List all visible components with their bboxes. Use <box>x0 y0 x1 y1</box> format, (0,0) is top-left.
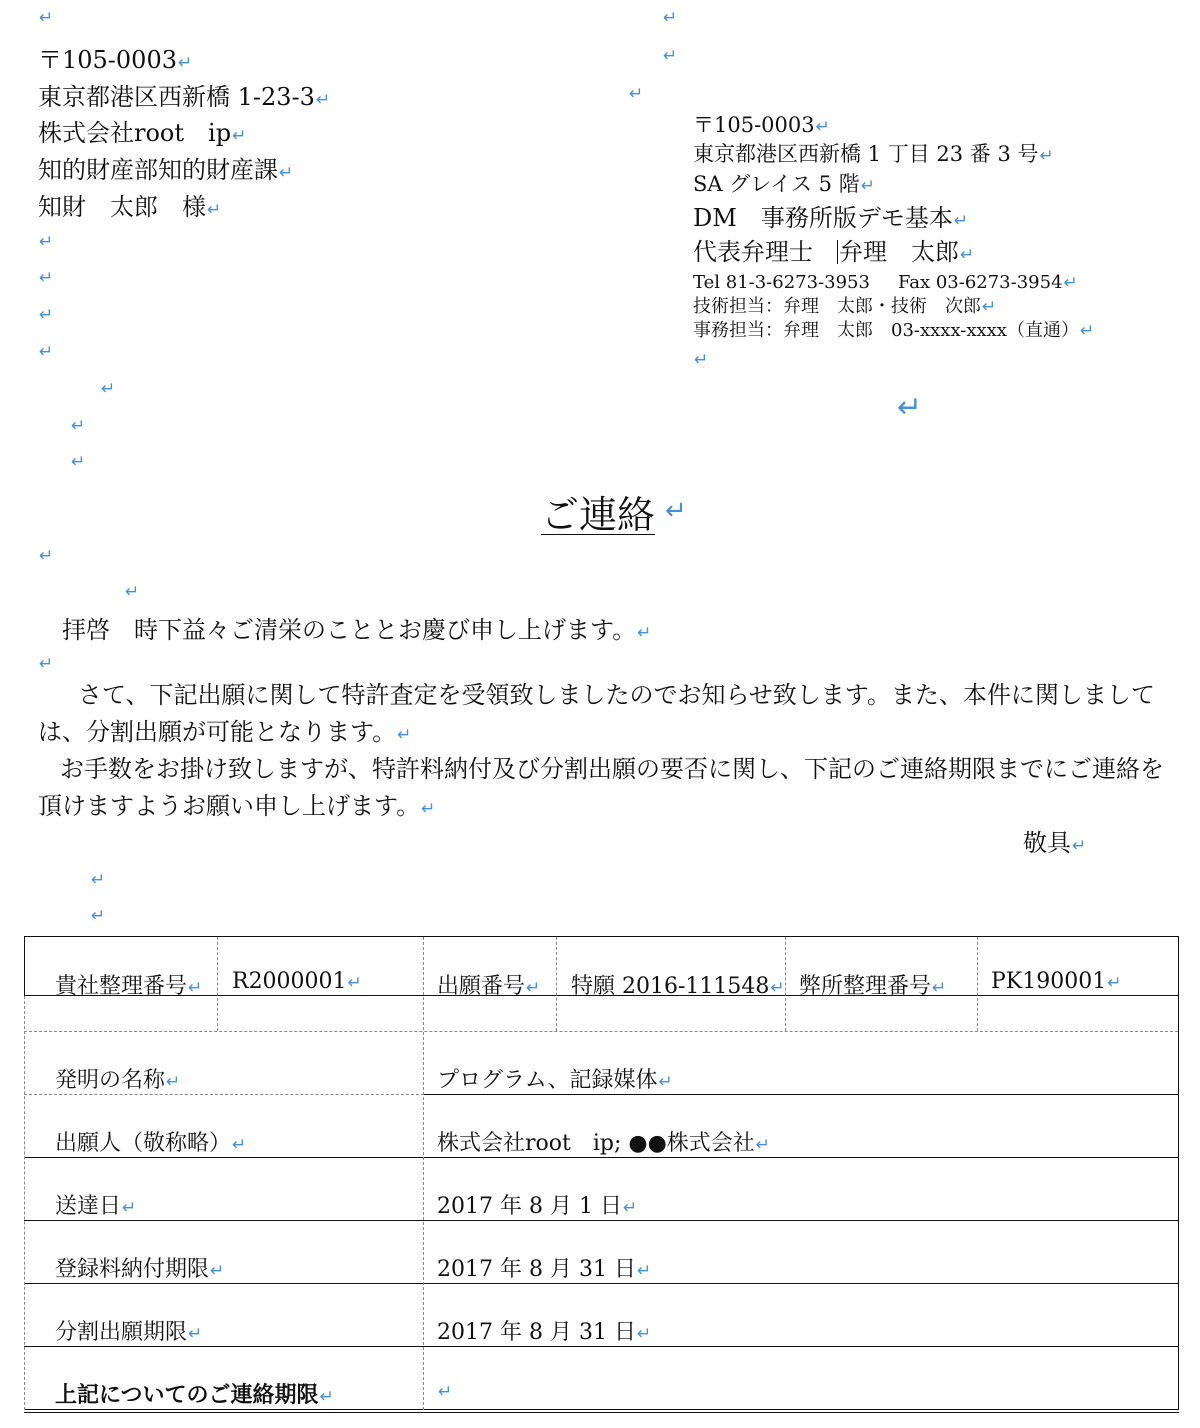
paragraph-return-icon: ↵ <box>1039 146 1054 166</box>
paragraph-return-icon: ↵ <box>315 90 331 110</box>
our-ref-label: 弊所整理番号↵ <box>799 974 947 999</box>
paragraph-2: お手数をお掛け致しますが、特許料納付及び分割出願の要否に関し、下記のご連絡期限までにご連絡を頂けますようお願い申し上げます。↵ <box>38 755 1164 820</box>
closing-word: 敬具↵ <box>1023 829 1087 857</box>
greeting-line: 拝啓 時下益々ご清栄のこととお慶び申し上げます。↵ <box>62 616 652 644</box>
paragraph-return-icon: ↵ <box>39 8 54 28</box>
paragraph-return-icon: ↵ <box>636 1261 652 1281</box>
paragraph-return-icon: ↵ <box>1079 321 1095 341</box>
paragraph-return-icon: ↵ <box>166 1072 181 1092</box>
table-row-label: 分割出願期限↵ <box>55 1320 203 1345</box>
paragraph-return-icon: ↵ <box>953 211 969 231</box>
paragraph-return-icon: ↵ <box>91 906 106 926</box>
client-ref-value: R2000001↵ <box>232 969 362 994</box>
paragraph-return-icon: ↵ <box>694 350 709 370</box>
sender-building: SA グレイス 5 階↵ <box>693 172 875 196</box>
paragraph-return-icon: ↵ <box>663 8 678 28</box>
paragraph-return-icon: ↵ <box>438 1382 453 1402</box>
table-row-value: 2017 年 8 月 31 日↵ <box>437 1320 652 1345</box>
paragraph-return-icon: ↵ <box>932 978 947 998</box>
paragraph-return-icon: ↵ <box>860 176 875 196</box>
paragraph-return-icon: ↵ <box>658 1072 673 1092</box>
sender-office: DM 事務所版デモ基本↵ <box>693 204 969 232</box>
paragraph-return-icon: ↵ <box>101 379 116 399</box>
paragraph-return-icon: ↵ <box>526 978 541 998</box>
sender-address: 東京都港区西新橋 1 丁目 23 番 3 号↵ <box>693 142 1054 166</box>
document-title: ご連絡 <box>541 493 656 537</box>
table-row-value <box>437 1378 452 1403</box>
paragraph-return-icon: ↵ <box>960 245 975 265</box>
text-cursor <box>837 240 838 264</box>
sender-tech-contact: 技術担当：弁理 太郎・技術 次郎↵ <box>693 296 997 317</box>
sender-representative: 代表弁理士 弁理 太郎↵ <box>693 238 975 266</box>
paragraph-return-icon: ↵ <box>663 46 678 66</box>
paragraph-return-icon: ↵ <box>770 978 785 998</box>
recipient-department: 知的財産部知的財産課↵ <box>38 156 294 184</box>
paragraph-return-icon: ↵ <box>982 297 997 317</box>
paragraph-return-icon: ↵ <box>39 268 54 288</box>
paragraph-return-icon: ↵ <box>1072 836 1087 856</box>
paragraph-return-icon: ↵ <box>629 84 644 104</box>
client-ref-label: 貴社整理番号↵ <box>55 974 203 999</box>
paragraph-return-icon: ↵ <box>1107 973 1122 993</box>
table-row-label: 送達日↵ <box>55 1194 137 1219</box>
paragraph-return-icon: ↵ <box>897 390 923 425</box>
app-no-label: 出願番号↵ <box>437 974 541 999</box>
paragraph-return-icon: ↵ <box>188 978 203 998</box>
paragraph-return-icon: ↵ <box>347 973 362 993</box>
table-row-label: 出願人（敬称略）↵ <box>55 1131 247 1156</box>
paragraph-return-icon: ↵ <box>91 870 106 890</box>
sender-tel-fax: Tel 81-3-6273-3953 Fax 03-6273-3954↵ <box>693 272 1078 293</box>
table-row-value: 2017 年 8 月 31 日↵ <box>437 1257 652 1282</box>
table-row-label: 登録料納付期限↵ <box>55 1257 225 1282</box>
paragraph-return-icon: ↵ <box>622 1198 638 1218</box>
table-row-label: 上記についてのご連絡期限↵ <box>55 1383 334 1408</box>
paragraph-return-icon: ↵ <box>39 654 54 674</box>
paragraph-return-icon: ↵ <box>636 1324 652 1344</box>
table-row-label: 発明の名称↵ <box>55 1068 181 1093</box>
paragraph-return-icon: ↵ <box>397 725 412 745</box>
paragraph-return-icon: ↵ <box>178 53 193 73</box>
paragraph-return-icon: ↵ <box>39 342 54 362</box>
paragraph-return-icon: ↵ <box>1063 273 1078 293</box>
our-ref-value: PK190001↵ <box>991 969 1122 994</box>
table-row-value: 2017 年 8 月 1 日↵ <box>437 1194 638 1219</box>
sender-admin-contact: 事務担当：弁理 太郎 03-xxxx-xxxx（直通）↵ <box>693 320 1095 341</box>
paragraph-return-icon: ↵ <box>122 1198 137 1218</box>
paragraph-return-icon: ↵ <box>665 496 687 526</box>
recipient-name: 知財 太郎 様↵ <box>38 193 222 221</box>
paragraph-return-icon: ↵ <box>39 305 54 325</box>
paragraph-return-icon: ↵ <box>210 1261 225 1281</box>
paragraph-return-icon: ↵ <box>755 1135 771 1155</box>
sender-postal: 〒105-0003↵ <box>693 113 830 137</box>
recipient-address: 東京都港区西新橋 1-23-3↵ <box>38 83 331 111</box>
table-row-value: 株式会社root ip; ●●株式会社↵ <box>437 1131 771 1156</box>
paragraph-return-icon: ↵ <box>279 163 294 183</box>
paragraph-return-icon: ↵ <box>188 1324 203 1344</box>
paragraph-return-icon: ↵ <box>421 799 436 819</box>
paragraph-return-icon: ↵ <box>232 1135 247 1155</box>
recipient-company: 株式会社root ip↵ <box>38 119 247 147</box>
paragraph-return-icon: ↵ <box>207 200 222 220</box>
table-row-value: プログラム、記録媒体↵ <box>437 1068 673 1093</box>
paragraph-return-icon: ↵ <box>39 232 54 252</box>
app-no-value: 特願 2016-111548↵ <box>571 974 785 999</box>
paragraph-return-icon: ↵ <box>815 117 830 137</box>
paragraph-return-icon: ↵ <box>71 452 86 472</box>
paragraph-return-icon: ↵ <box>637 623 652 643</box>
recipient-postal: 〒105-0003↵ <box>38 46 193 74</box>
paragraph-return-icon: ↵ <box>232 126 247 146</box>
paragraph-return-icon: ↵ <box>39 546 54 566</box>
paragraph-return-icon: ↵ <box>319 1387 334 1407</box>
paragraph-return-icon: ↵ <box>125 582 140 602</box>
paragraph-return-icon: ↵ <box>71 416 86 436</box>
paragraph-1: さて、下記出願に関して特許査定を受領致しましたのでお知らせ致します。また、本件に関しましては、分割出願が可能となります。↵ <box>38 681 1155 746</box>
